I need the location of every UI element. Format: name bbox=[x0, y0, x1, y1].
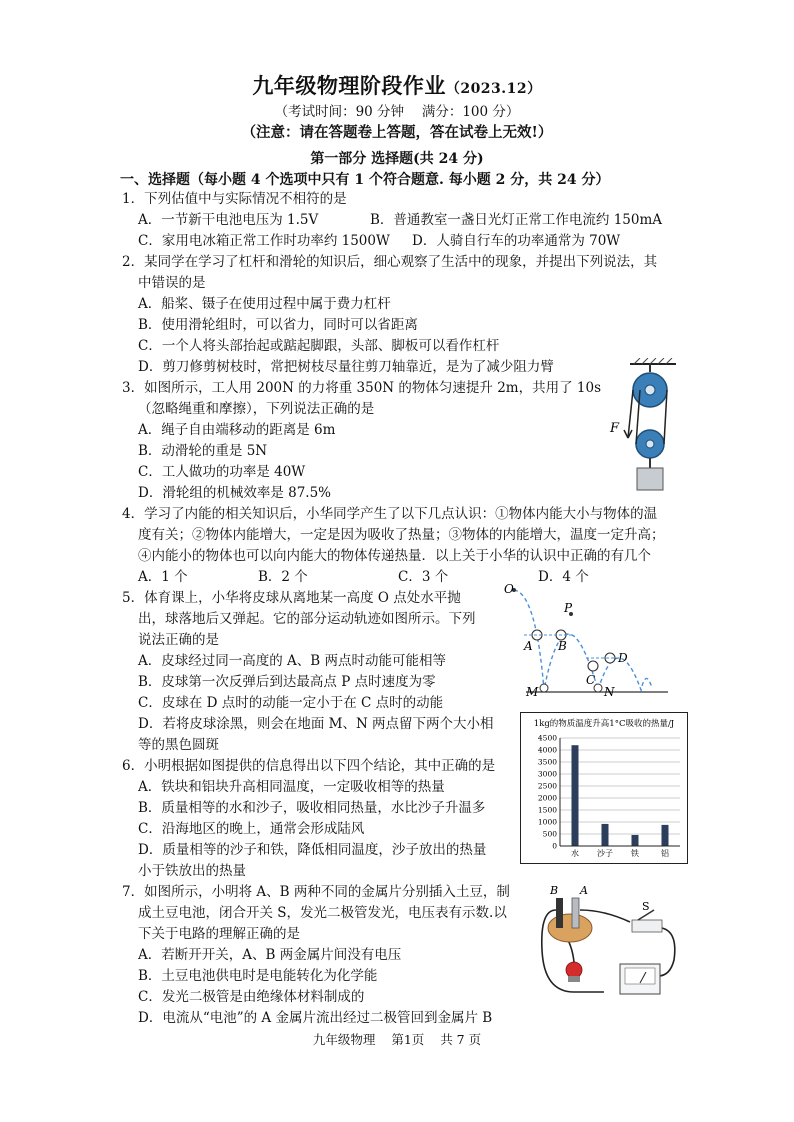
trajectory-figure bbox=[500, 578, 680, 700]
chart-y-tick-label: 500 bbox=[542, 829, 557, 839]
chart-category-label: 铝 bbox=[661, 849, 669, 858]
q5-option-c: C．皮球在 D 点时的动能一定小于在 C 点时的动能 bbox=[138, 695, 444, 711]
chart-bar-4 bbox=[662, 825, 669, 846]
switch-base bbox=[632, 920, 662, 932]
load-block bbox=[637, 468, 663, 490]
q4-option-b: B．2 个 bbox=[258, 569, 308, 585]
chart-y-tick-label: 4000 bbox=[537, 745, 557, 755]
exam-notice: （注意：请在答题卷上答题，答在试卷上无效!） bbox=[241, 124, 553, 141]
q3-option-c: C．工人做功的功率是 40W bbox=[138, 464, 306, 480]
q1-option-b: B．普通教室一盏日光灯正常工作电流约 150mA bbox=[370, 212, 663, 228]
q1-option-a: A．一节新干电池电压为 1.5V bbox=[138, 212, 319, 228]
q2-option-a: A．船桨、镊子在使用过程中属于费力杠杆 bbox=[138, 296, 391, 312]
label-switch: S bbox=[642, 900, 650, 913]
q2-option-b: B．使用滑轮组时，可以省力，同时可以省距离 bbox=[138, 317, 418, 333]
q3-stem-line1: 3．如图所示，工人用 200N 的力将重 350N 的物体匀速提升 2m，共用了 10s bbox=[122, 380, 601, 396]
label-a: A bbox=[524, 639, 533, 653]
chart-category-label: 水 bbox=[571, 849, 579, 858]
label-plate-a: A bbox=[580, 884, 588, 897]
q5-option-a: A．皮球经过同一高度的 A、B 两点时动能可能相等 bbox=[138, 653, 447, 669]
chart-y-tick-label: 1000 bbox=[537, 817, 557, 827]
q3-stem-line2: （忽略绳重和摩擦），下列说法正确的是 bbox=[138, 401, 375, 417]
chart-y-tick-label: 2500 bbox=[537, 781, 557, 791]
title-text: 九年级物理阶段作业 bbox=[252, 73, 446, 98]
q6-option-a: A．铁块和铝块升高相同温度，一定吸收相等的热量 bbox=[138, 779, 445, 795]
q1-option-c: C．家用电冰箱正常工作时功率约 1500W bbox=[138, 233, 390, 249]
q7-stem-line2: 成土豆电池，闭合开关 S，发光二极管发光，电压表有示数.以 bbox=[138, 905, 507, 921]
q4-option-c: C．3 个 bbox=[398, 569, 449, 585]
q5-option-d-line1: D．若将皮球涂黑，则会在地面 M、N 两点留下两个大小相 bbox=[138, 716, 494, 732]
ball-n bbox=[594, 684, 602, 692]
label-b: B bbox=[558, 639, 567, 653]
q6-option-b: B．质量相等的水和沙子，吸收相同热量，水比沙子升温多 bbox=[138, 800, 486, 816]
pulley-figure bbox=[600, 358, 678, 494]
chart-y-tick-label: 2000 bbox=[537, 793, 557, 803]
q3-option-a: A．绳子自由端移动的距离是 6m bbox=[138, 422, 336, 438]
fixed-pulley-axle bbox=[645, 385, 655, 395]
title-date: （2023.12） bbox=[445, 81, 542, 97]
q2-option-d: D．剪刀修剪树枝时，常把树枝尽量往剪刀轴靠近，是为了减少阻力臂 bbox=[138, 359, 554, 375]
chart-y-tick-label: 4500 bbox=[537, 733, 557, 743]
ball-m bbox=[540, 684, 548, 692]
part-heading: 第一部分 选择题(共 24 分) bbox=[310, 151, 484, 167]
exam-info: （考试时间：90 分钟 满分：100 分） bbox=[274, 104, 520, 120]
label-p: P bbox=[564, 601, 573, 615]
chart-y-tick-label: 3000 bbox=[537, 769, 557, 779]
movable-pulley-axle bbox=[646, 440, 654, 448]
chart-category-label: 铁 bbox=[631, 849, 639, 858]
q4-option-d: D．4 个 bbox=[538, 569, 589, 585]
wire-right bbox=[658, 928, 675, 976]
page-title bbox=[0, 70, 794, 100]
chart-y-tick-label: 3500 bbox=[537, 757, 557, 767]
chart-bar-2 bbox=[602, 824, 609, 846]
label-m: M bbox=[526, 685, 539, 699]
metal-plate-a bbox=[572, 898, 579, 928]
q3-option-b: B．动滑轮的重是 5N bbox=[138, 443, 268, 459]
q7-stem-line1: 7．如图所示，小明将 A、B 两种不同的金属片分别插入土豆，制 bbox=[122, 884, 510, 900]
chart-category-label: 沙子 bbox=[597, 849, 613, 858]
q6-option-d-line1: D．质量相等的沙子和铁，降低相同温度，沙子放出的热量 bbox=[138, 842, 487, 858]
q5-option-d-line2: 等的黑色圆斑 bbox=[138, 737, 219, 753]
label-c: C bbox=[586, 673, 596, 687]
q5-option-b: B．皮球第一次反弹后到达最高点 P 点时速度为零 bbox=[138, 674, 436, 690]
q4-stem-line2: 度有关；②物体内能增大，一定是因为吸收了热量；③物体的内能增大，温度一定升高； bbox=[138, 527, 665, 543]
label-n: N bbox=[604, 685, 615, 699]
chart-y-tick-label: 0 bbox=[552, 841, 557, 851]
q6-stem: 6．小明根据如图提供的信息得出以下四个结论，其中正确的是 bbox=[122, 758, 496, 774]
q4-option-a: A．1 个 bbox=[138, 569, 188, 585]
label-plate-b: B bbox=[550, 884, 559, 897]
q6-option-c: C．沿海地区的晚上，通常会形成陆风 bbox=[138, 821, 365, 837]
led bbox=[566, 962, 582, 978]
label-o: O bbox=[504, 582, 514, 596]
chart-y-tick-label: 1500 bbox=[537, 805, 557, 815]
footer-total: 共 7 页 bbox=[440, 1032, 482, 1047]
q2-stem-line1: 2．某同学在学习了杠杆和滑轮的知识后，细心观察了生活中的现象，并提出下列说法，其 bbox=[122, 254, 658, 270]
potato bbox=[548, 914, 592, 942]
q5-stem-line1: 5．体育课上，小华将皮球从离地某一高度 O 点处水平抛 bbox=[122, 590, 461, 606]
q3-option-d: D．滑轮组的机械效率是 87.5% bbox=[138, 485, 332, 501]
q2-stem-line2: 中错误的是 bbox=[138, 275, 206, 291]
q7-option-d: D．电流从“电池”的 A 金属片流出经过二极管回到金属片 B bbox=[138, 1010, 493, 1026]
q5-stem-line3: 说法正确的是 bbox=[138, 632, 219, 648]
led-base bbox=[568, 976, 580, 982]
section-heading: 一、选择题（每小题 4 个选项中只有 1 个符合题意. 每小题 2 分，共 24 分） bbox=[120, 172, 610, 188]
label-d: D bbox=[618, 651, 628, 665]
q7-option-a: A．若断开开关，A、B 两金属片间没有电压 bbox=[138, 947, 402, 963]
force-label: F bbox=[610, 421, 620, 436]
metal-plate-b bbox=[556, 898, 563, 928]
ball-c bbox=[588, 661, 598, 671]
q7-option-b: B．土豆电池供电时是电能转化为化学能 bbox=[138, 968, 378, 984]
chart-bar-3 bbox=[632, 835, 639, 846]
q4-stem-line3: ④内能小的物体也可以向内能大的物体传递热量．以上关于小华的认识中正确的有几个 bbox=[138, 548, 651, 564]
page-footer bbox=[0, 1030, 794, 1048]
voltmeter-dial bbox=[625, 968, 655, 984]
q6-option-d-line2: 小于铁放出的热量 bbox=[138, 863, 246, 879]
heat-capacity-chart bbox=[520, 712, 688, 864]
potato-circuit-figure bbox=[534, 880, 684, 1008]
q1-option-d: D．人骑自行车的功率通常为 70W bbox=[412, 233, 621, 249]
q5-stem-line2: 出，球落地后又弹起。它的部分运动轨迹如图所示。下列 bbox=[138, 611, 476, 627]
q7-option-c: C．发光二极管是由绝缘体材料制成的 bbox=[138, 989, 365, 1005]
q1-stem: 1．下列估值中与实际情况不相符的是 bbox=[122, 191, 347, 207]
q2-option-c: C．一个人将头部抬起或踮起脚跟，头部、脚板可以看作杠杆 bbox=[138, 338, 500, 354]
q7-stem-line3: 下关于电路的理解正确的是 bbox=[138, 926, 300, 942]
footer-subject: 九年级物理 bbox=[312, 1032, 376, 1047]
q4-stem-line1: 4．学习了内能的相关知识后，小华同学产生了以下几点认识：①物体内能大小与物体的温 bbox=[122, 506, 658, 522]
chart-title: 1kg的物质温度升高1°C吸收的热量/J bbox=[533, 719, 675, 729]
footer-page: 第1页 bbox=[391, 1032, 425, 1047]
chart-bar-1 bbox=[572, 745, 579, 846]
